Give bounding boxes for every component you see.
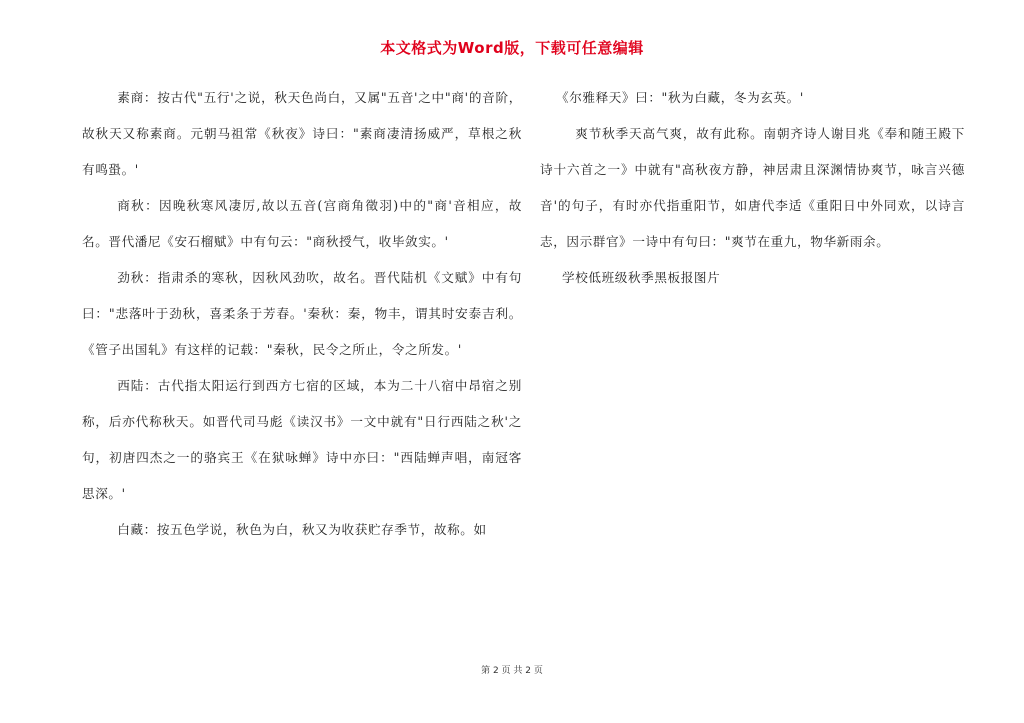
right-text-column (540, 80, 965, 296)
paragraph-blackboard-title: 学校低班级秋季黑板报图片 (562, 270, 721, 285)
paragraph-erya-quote: 《尔雅释天》曰："秋为白藏，冬为玄英。' (556, 90, 804, 105)
page-number-footer: 第 2 页 共 2 页 (481, 666, 543, 676)
document-header-banner: 本文格式为Word版，下载可任意编辑 (380, 39, 644, 57)
paragraph-bai-cang: 白藏：按五色学说，秋色为白，秋又为收获贮存季节，故称。如 (117, 522, 487, 537)
paragraph-su-shang: 素商：按古代"五行'之说，秋天色尚白，又属"五音'之中"商'的音阶，故秋天又称素商。元朝马祖常《秋夜》诗曰："素商凄清扬威严，草根之秋有鸣蛩。' (82, 90, 522, 177)
paragraph-shuang-jie: 爽节秋季天高气爽，故有此称。南朝齐诗人谢目兆《奉和随王殿下诗十六首之一》中就有"高秋夜方静，神居肃且深渊情协爽节，咏言兴德音'的句子，有时亦代指重阳节，如唐代李适《重阳日中外同欢，以诗言志，因示群官》一诗中有句曰："爽节在重九，物华新雨余。 (540, 126, 965, 249)
left-text-column (82, 80, 522, 548)
paragraph-jin-qiu: 劲秋：指肃杀的寒秋，因秋风劲吹，故名。晋代陆机《文赋》中有句曰："悲落叶于劲秋，喜柔条于芳春。'秦秋：秦，物丰，谓其时安泰吉利。《管子出国轧》有这样的记载："秦秋，民令之所止，令之所发。' (82, 270, 522, 357)
paragraph-shang-qiu: 商秋：因晚秋寒风凄厉,故以五音(宫商角徵羽)中的"商'音相应，故名。晋代潘尼《安石榴赋》中有句云："商秋授气，收毕敛实。' (82, 198, 522, 249)
paragraph-xi-lu: 西陆：古代指太阳运行到西方七宿的区域，本为二十八宿中昂宿之别称，后亦代称秋天。如晋代司马彪《读汉书》一文中就有"日行西陆之秋'之句，初唐四杰之一的骆宾王《在狱咏蝉》诗中亦曰："西陆蝉声唱，南冠客思深。' (82, 378, 522, 501)
